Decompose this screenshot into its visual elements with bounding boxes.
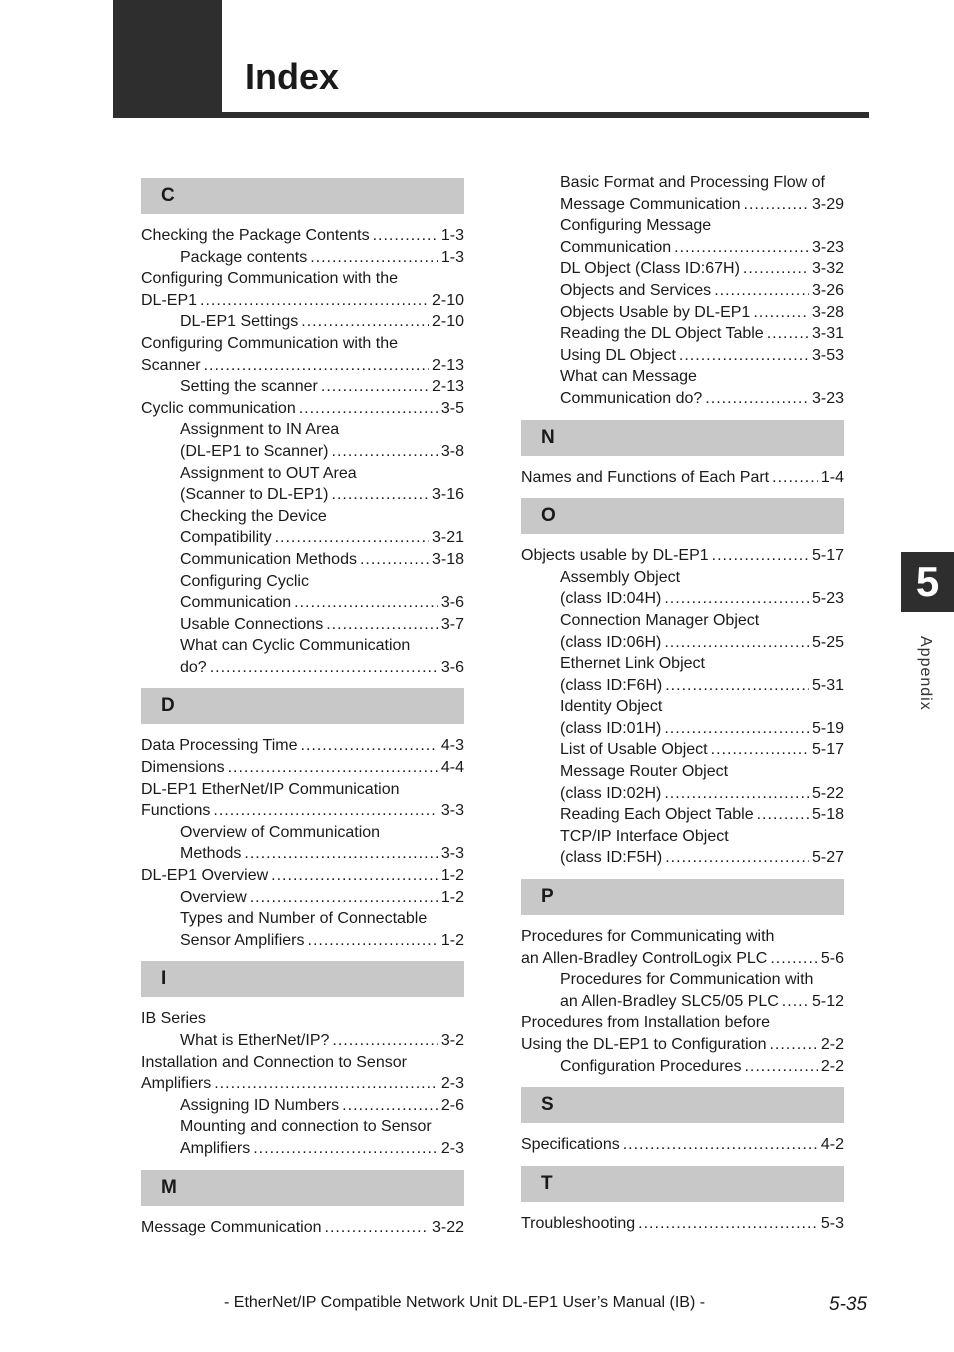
- entry-text: Reading Each Object Table: [560, 806, 754, 824]
- page-ref: 1-4: [820, 468, 844, 486]
- entry-text: Setting the scanner: [180, 378, 318, 396]
- entry-text: Methods: [180, 845, 242, 863]
- index-entry-continued: What can Message: [560, 368, 697, 386]
- index-entry-continued: Mounting and connection to Sensor: [180, 1118, 432, 1136]
- entry-text: Communication do?: [560, 389, 703, 407]
- dot-leader: [210, 657, 438, 679]
- index-entry: [521, 302, 844, 324]
- dot-leader: [213, 800, 438, 822]
- section-header: [521, 1087, 844, 1123]
- index-entry: [141, 290, 464, 312]
- index-entry: [521, 194, 844, 216]
- index-entry: [141, 398, 464, 420]
- page-ref: 1-3: [440, 227, 464, 244]
- section-header: [141, 1170, 464, 1206]
- entry-text: Scanner: [141, 356, 201, 374]
- entry-text: Configuration Procedures: [560, 1057, 742, 1075]
- page-ref: 5-17: [811, 547, 844, 565]
- page-ref: 3-28: [811, 303, 844, 321]
- entry-text: (DL-EP1 to Scanner): [180, 442, 329, 460]
- header-rule: [113, 112, 869, 118]
- dot-leader: [664, 632, 809, 654]
- header-block: [113, 0, 222, 118]
- index-entry: [141, 1217, 464, 1239]
- index-entry: [521, 545, 844, 567]
- dot-leader: [712, 545, 809, 567]
- dot-leader: [204, 355, 429, 377]
- index-entry: [141, 657, 464, 679]
- section-letter: P: [541, 886, 554, 908]
- index-entry: [141, 1138, 464, 1160]
- entry-text: Message Communication: [141, 1218, 322, 1236]
- index-entry: [521, 1034, 844, 1056]
- entry-text: Overview: [180, 888, 247, 906]
- page-ref: 2-13: [431, 378, 464, 396]
- page-ref: 3-21: [431, 529, 464, 547]
- index-entry: [521, 388, 844, 410]
- page-ref: 2-10: [431, 313, 464, 331]
- dot-leader: [301, 311, 429, 333]
- dot-leader: [757, 804, 809, 826]
- page-ref: 5-6: [820, 949, 844, 967]
- entry-text: Cyclic communication: [141, 399, 296, 417]
- page-ref: 5-19: [811, 719, 844, 737]
- page-ref: 2-2: [820, 1036, 844, 1053]
- entry-text: (class ID:F5H): [560, 849, 663, 867]
- index-entry-continued: TCP/IP Interface Object: [560, 827, 729, 845]
- dot-leader: [664, 718, 809, 740]
- entry-text: Reading the DL Object Table: [560, 325, 764, 343]
- page-ref: 3-22: [431, 1218, 464, 1236]
- dot-leader: [744, 194, 809, 216]
- dot-leader: [674, 237, 809, 259]
- page-ref: 5-27: [811, 849, 844, 867]
- entry-text: Checking the Package Contents: [141, 227, 370, 244]
- index-entry: [521, 345, 844, 367]
- page-ref: 3-31: [811, 325, 844, 343]
- index-entry: [521, 258, 844, 280]
- entry-text: Using DL Object: [560, 346, 676, 364]
- index-entry: [521, 718, 844, 740]
- index-entry-continued: Ethernet Link Object: [560, 655, 705, 673]
- page-number: 5-35: [829, 1294, 868, 1315]
- section-letter: C: [161, 185, 175, 206]
- page-ref: 5-18: [811, 806, 844, 824]
- index-entry: [141, 865, 464, 887]
- index-entry: [521, 739, 844, 761]
- index-entry: [141, 441, 464, 463]
- entry-text: Data Processing Time: [141, 737, 298, 755]
- dot-leader: [782, 991, 809, 1013]
- entry-text: Objects usable by DL-EP1: [521, 547, 709, 565]
- entry-text: Compatibility: [180, 529, 272, 547]
- index-entry-continued: Types and Number of Connectable: [180, 910, 428, 928]
- index-entry-continued: Assembly Object: [560, 568, 681, 586]
- index-entry-continued: Procedures for Communication with: [560, 971, 814, 989]
- entry-text: Objects and Services: [560, 281, 712, 299]
- entry-text: Amplifiers: [141, 1075, 212, 1093]
- index-entry: [141, 1095, 464, 1117]
- entry-text: an Allen-Bradley ControlLogix PLC: [521, 949, 768, 967]
- dot-leader: [325, 1217, 429, 1239]
- index-entry: [141, 355, 464, 377]
- index-entry: [141, 930, 464, 952]
- entry-text: (class ID:06H): [560, 633, 662, 651]
- dot-leader: [342, 1095, 438, 1117]
- index-entry: [521, 948, 844, 970]
- dot-leader: [294, 592, 438, 614]
- page-ref: 3-2: [440, 1032, 464, 1049]
- entry-text: What is EtherNet/IP?: [180, 1032, 330, 1049]
- page-ref: 4-2: [820, 1136, 844, 1154]
- entry-text: Message Communication: [560, 195, 741, 213]
- dot-leader: [664, 588, 809, 610]
- index-entry: [141, 592, 464, 614]
- index-entry-continued: What can Cyclic Communication: [180, 637, 411, 655]
- section-letter: I: [161, 968, 167, 990]
- dot-leader: [310, 247, 438, 269]
- dot-leader: [332, 484, 429, 506]
- dot-leader: [275, 527, 429, 549]
- dot-leader: [705, 388, 809, 410]
- dot-leader: [665, 675, 809, 697]
- entry-text: Sensor Amplifiers: [180, 931, 305, 949]
- page-ref: 2-6: [440, 1096, 464, 1114]
- dot-leader: [271, 865, 438, 887]
- dot-leader: [326, 614, 438, 636]
- dot-leader: [714, 280, 809, 302]
- entry-text: Specifications: [521, 1136, 620, 1154]
- page-ref: 1-2: [440, 867, 464, 885]
- index-entry-continued: Overview of Communication: [180, 823, 381, 841]
- index-entry: [521, 991, 844, 1013]
- dot-leader: [332, 441, 438, 463]
- index-entry: [521, 1056, 844, 1078]
- index-entry: [141, 247, 464, 269]
- page-ref: 3-8: [440, 442, 464, 460]
- dot-leader: [332, 1030, 437, 1052]
- dot-leader: [753, 302, 809, 324]
- entry-text: do?: [180, 658, 207, 676]
- entry-text: Assigning ID Numbers: [180, 1096, 340, 1114]
- entry-text: Package contents: [180, 248, 308, 266]
- index-entry-continued: Basic Format and Processing Flow of: [560, 174, 825, 191]
- index-entry-continued: Message Router Object: [560, 763, 729, 781]
- entry-text: DL-EP1 Settings: [180, 313, 299, 331]
- dot-leader: [711, 739, 809, 761]
- page-ref: 3-23: [811, 238, 844, 256]
- dot-leader: [373, 225, 438, 247]
- index-entry-continued: Checking the Device: [180, 507, 327, 525]
- index-entry: [141, 800, 464, 822]
- section-header: [521, 1166, 844, 1202]
- index-entry: [521, 467, 844, 489]
- page-ref: 2-3: [440, 1075, 464, 1093]
- page-ref: 3-18: [431, 550, 464, 568]
- dot-leader: [200, 290, 429, 312]
- entry-text: Functions: [141, 802, 211, 820]
- page-ref: 3-32: [811, 260, 844, 278]
- index-entry: [521, 783, 844, 805]
- page-ref: 3-7: [440, 615, 464, 633]
- page-ref: 3-53: [811, 346, 844, 364]
- index-entry-continued: Assignment to IN Area: [180, 421, 340, 439]
- entry-text: (class ID:02H): [560, 784, 662, 802]
- page-ref: 3-5: [440, 399, 464, 417]
- dot-leader: [743, 258, 809, 280]
- dot-leader: [253, 1138, 438, 1160]
- dot-leader: [623, 1134, 818, 1156]
- entry-text: (class ID:F6H): [560, 676, 663, 694]
- page-ref: 3-26: [811, 281, 844, 299]
- dot-leader: [299, 398, 438, 420]
- entry-text: DL-EP1 Overview: [141, 867, 269, 885]
- page-ref: 5-17: [811, 741, 844, 759]
- dot-leader: [360, 549, 429, 571]
- dot-leader: [250, 887, 438, 909]
- index-entry-continued: Assignment to OUT Area: [180, 464, 357, 482]
- page-ref: 3-3: [440, 845, 464, 863]
- index-entry-continued: Configuring Cyclic: [180, 572, 309, 590]
- index-entry-continued: Configuring Communication with the: [141, 270, 399, 288]
- entry-text: Using the DL-EP1 to Configuration: [521, 1036, 767, 1053]
- entry-text: Objects Usable by DL-EP1: [560, 303, 751, 321]
- index-entry: [141, 1073, 464, 1095]
- chapter-tab: 5: [901, 552, 954, 612]
- index-column-right: [521, 172, 844, 1234]
- page-ref: 1-2: [440, 931, 464, 949]
- index-entry-continued: Configuring Communication with the: [141, 334, 399, 352]
- section-letter: D: [161, 695, 175, 717]
- index-entry: [141, 735, 464, 757]
- index-entry: [141, 1030, 464, 1052]
- index-entry: [141, 549, 464, 571]
- entry-text: an Allen-Bradley SLC5/05 PLC: [560, 992, 779, 1010]
- index-entry: [521, 804, 844, 826]
- page-ref: 3-29: [811, 195, 844, 213]
- dot-leader: [664, 783, 809, 805]
- index-entry: [521, 675, 844, 697]
- index-entry-continued: Installation and Connection to Sensor: [141, 1053, 407, 1071]
- page-ref: 1-3: [440, 248, 464, 266]
- index-entry-continued: Connection Manager Object: [560, 611, 760, 629]
- section-letter: S: [541, 1094, 554, 1116]
- dot-leader: [321, 376, 429, 398]
- section-letter: T: [541, 1172, 553, 1194]
- entry-text: DL-EP1: [141, 291, 198, 309]
- entry-text: (class ID:04H): [560, 590, 662, 608]
- page-ref: 3-6: [440, 658, 464, 676]
- index-entry: [141, 376, 464, 398]
- index-entry: [141, 527, 464, 549]
- index-entry: [521, 1213, 844, 1235]
- section-header: [521, 879, 844, 915]
- entry-text: Usable Connections: [180, 615, 324, 633]
- index-entry-continued: Configuring Message: [560, 217, 712, 235]
- entry-text: DL Object (Class ID:67H): [560, 260, 740, 278]
- index-entry: [141, 614, 464, 636]
- dot-leader: [228, 757, 438, 779]
- index-entry-continued: Procedures for Communicating with: [521, 928, 775, 946]
- section-header: [141, 178, 464, 214]
- entry-text: List of Usable Object: [560, 741, 708, 759]
- dot-leader: [770, 948, 818, 970]
- entry-text: Names and Functions of Each Part: [521, 468, 770, 486]
- page-ref: 1-2: [440, 888, 464, 906]
- page-ref: 2-2: [820, 1057, 844, 1075]
- footer-manual-title: - EtherNet/IP Compatible Network Unit DL-EP1 User’s Manual (IB) -: [224, 1294, 706, 1311]
- entry-text: (class ID:01H): [560, 719, 662, 737]
- index-entry: [141, 311, 464, 333]
- dot-leader: [638, 1213, 818, 1235]
- dot-leader: [767, 323, 809, 345]
- index-entry: [521, 588, 844, 610]
- chapter-side-label: Appendix: [917, 636, 934, 711]
- page-ref: 3-6: [440, 594, 464, 612]
- dot-leader: [744, 1056, 817, 1078]
- index-entry: [141, 843, 464, 865]
- page-ref: 3-23: [811, 389, 844, 407]
- section-letter: M: [161, 1176, 177, 1198]
- page-ref: 4-3: [440, 737, 464, 755]
- dot-leader: [665, 847, 809, 869]
- page-ref: 3-16: [431, 486, 464, 504]
- index-entry-continued: IB Series: [141, 1010, 206, 1028]
- page-ref: 5-23: [811, 590, 844, 608]
- index-entry: [141, 887, 464, 909]
- index-entry-continued: DL-EP1 EtherNet/IP Communication: [141, 780, 400, 798]
- dot-leader: [244, 843, 438, 865]
- section-header: [521, 420, 844, 456]
- index-entry-continued: Procedures from Installation before: [521, 1014, 771, 1032]
- dot-leader: [769, 1034, 817, 1056]
- dot-leader: [301, 735, 438, 757]
- dot-leader: [772, 467, 818, 489]
- index-entry: [141, 484, 464, 506]
- index-entry: [141, 225, 464, 247]
- page-ref: 4-4: [440, 759, 464, 777]
- index-column-left: [141, 178, 464, 1238]
- page-ref: 5-31: [811, 676, 844, 694]
- dot-leader: [214, 1073, 438, 1095]
- dot-leader: [308, 930, 438, 952]
- index-entry: [521, 237, 844, 259]
- page-ref: 2-10: [431, 291, 464, 309]
- index-entry: [141, 757, 464, 779]
- entry-text: (Scanner to DL-EP1): [180, 486, 329, 504]
- index-entry: [521, 280, 844, 302]
- index-entry: [521, 847, 844, 869]
- index-entry: [521, 632, 844, 654]
- page-ref: 5-25: [811, 633, 844, 651]
- index-entry: [521, 323, 844, 345]
- page-title: Index: [245, 56, 340, 97]
- page-ref: 5-12: [811, 992, 844, 1010]
- page-ref: 5-3: [820, 1214, 844, 1232]
- section-letter: O: [541, 505, 556, 527]
- page-ref: 3-3: [440, 802, 464, 820]
- page-ref: 2-3: [440, 1139, 464, 1157]
- entry-text: Troubleshooting: [521, 1214, 636, 1232]
- index-entry-continued: Identity Object: [560, 698, 663, 716]
- page-ref: 2-13: [431, 356, 464, 374]
- dot-leader: [679, 345, 809, 367]
- entry-text: Communication: [560, 238, 672, 256]
- section-header: [141, 961, 464, 997]
- entry-text: Amplifiers: [180, 1139, 251, 1157]
- section-letter: N: [541, 426, 555, 448]
- index-entry: [521, 1134, 844, 1156]
- page-ref: 5-22: [811, 784, 844, 802]
- entry-text: Communication: [180, 594, 292, 612]
- section-header: [521, 498, 844, 534]
- section-header: [141, 688, 464, 724]
- entry-text: Communication Methods: [180, 550, 357, 568]
- entry-text: Dimensions: [141, 759, 225, 777]
